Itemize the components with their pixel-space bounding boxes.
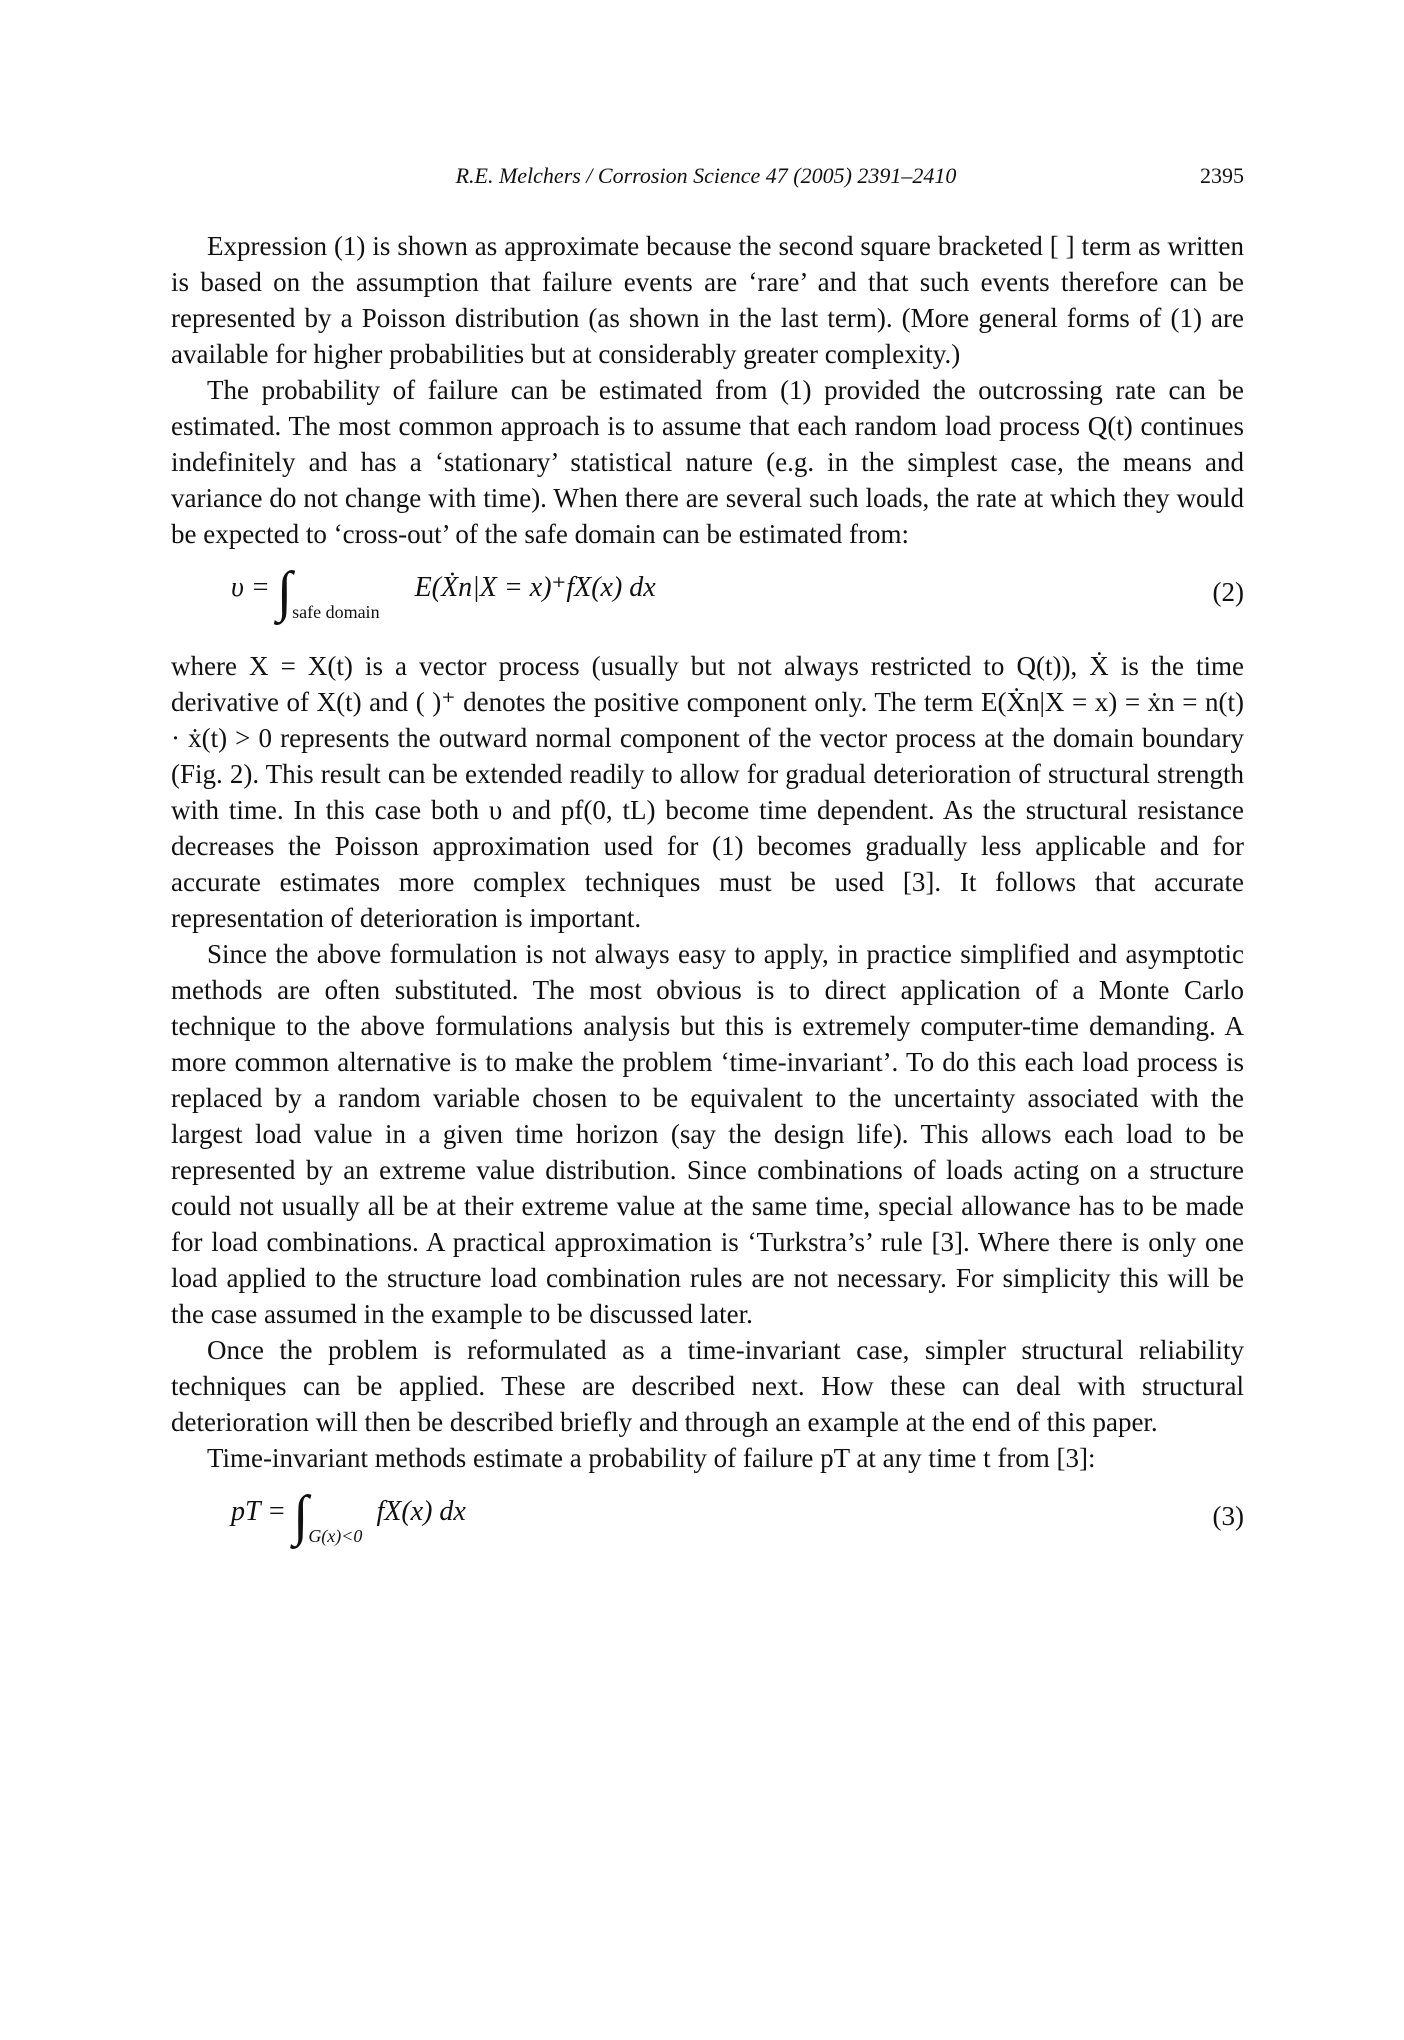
equation-3-limit: G(x)<0 (308, 1526, 363, 1546)
running-head: R.E. Melchers / Corrosion Science 47 (2005) 2391–2410 (455, 163, 957, 188)
equation-2-integrand: E(Ẋn|X = x)⁺fX(x) dx (414, 572, 656, 603)
paragraph-4: Since the above formulation is not always easy to apply, in practice simplified and asymptotic methods are often substituted. The most obvious is to direct application of a Monte Carlo technique to the above formulations analysis but this is extremely computer-time demanding. A more common alternative is to make the problem ‘time-invariant’. To do this each load process is replaced by a random variable chosen to be equivalent to the uncertainty associated with the largest load value in a given time horizon (say the design life). This allows each load to be represented by an extreme value distribution. Since combinations of loads acting on a structure could not usually all be at their extreme value at the same time, special allowance has to be made for load combinations. A practical approximation is ‘Turkstra’s’ rule [3]. Where there is only one load applied to the structure load combination rules are not necessary. For simplicity this will be the case assumed in the example to be discussed later. (171, 939, 1244, 1329)
equation-2-body (231, 561, 656, 630)
equation-2 (171, 562, 1244, 648)
equation-3-integrand: fX(x) dx (376, 1496, 466, 1527)
paragraph-6: Time-invariant methods estimate a probability of failure pT at any time t from [3]: (207, 1443, 1096, 1473)
equation-2-number: (2) (1212, 577, 1244, 607)
paragraph-1: Expression (1) is shown as approximate because the second square bracketed [ ] term as written is based on the assumption that failure events are ‘rare’ and that such events therefore can be represented by a Poisson distribution (as shown in the last term). (More general forms of (1) are available for higher probabilities but at considerably greater complexity.) (171, 231, 1244, 369)
equation-3-lhs: pT = (231, 1496, 286, 1527)
equation-3 (171, 1486, 1244, 1572)
equation-3-body (231, 1485, 466, 1554)
equation-2-lhs: υ = (231, 572, 270, 603)
equation-2-limit: safe domain (292, 602, 380, 622)
body-text (171, 228, 1244, 1572)
paragraph-5: Once the problem is reformulated as a time-invariant case, simpler structural reliability techniques can be applied. These are described next. How these can deal with structural deterioration will then be described briefly and through an example at the end of this paper. (171, 1335, 1244, 1437)
integral-sign: ∫ (292, 1485, 309, 1547)
paragraph-2: The probability of failure can be estimated from (1) provided the outcrossing rate can be estimated. The most common approach is to assume that each random load process Q(t) continues indefinitely and has a ‘stationary’ statistical nature (e.g. in the simplest case, the means and variance do not change with time). When there are several such loads, the rate at which they would be expected to ‘cross-out’ of the safe domain can be estimated from: (171, 375, 1244, 549)
page-number: 2395 (1200, 163, 1244, 188)
integral-sign: ∫ (276, 561, 293, 623)
paragraph-3: where X = X(t) is a vector process (usually but not always restricted to Q(t)), Ẋ is the time derivative of X(t) and ( )⁺ denotes the positive component only. The term E(Ẋn|X = x) = ẋn = n(t) · ẋ(t) > 0 represents the outward normal component of the vector process at the domain boundary (Fig. 2). This result can be extended readily to allow for gradual deterioration of structural strength with time. In this case both υ and pf(0, tL) become time dependent. As the structural resistance decreases the Poisson approximation used for (1) becomes gradually less applicable and for accurate estimates more complex techniques must be used [3]. It follows that accurate representation of deterioration is important. (171, 651, 1244, 933)
equation-3-number: (3) (1212, 1501, 1244, 1531)
